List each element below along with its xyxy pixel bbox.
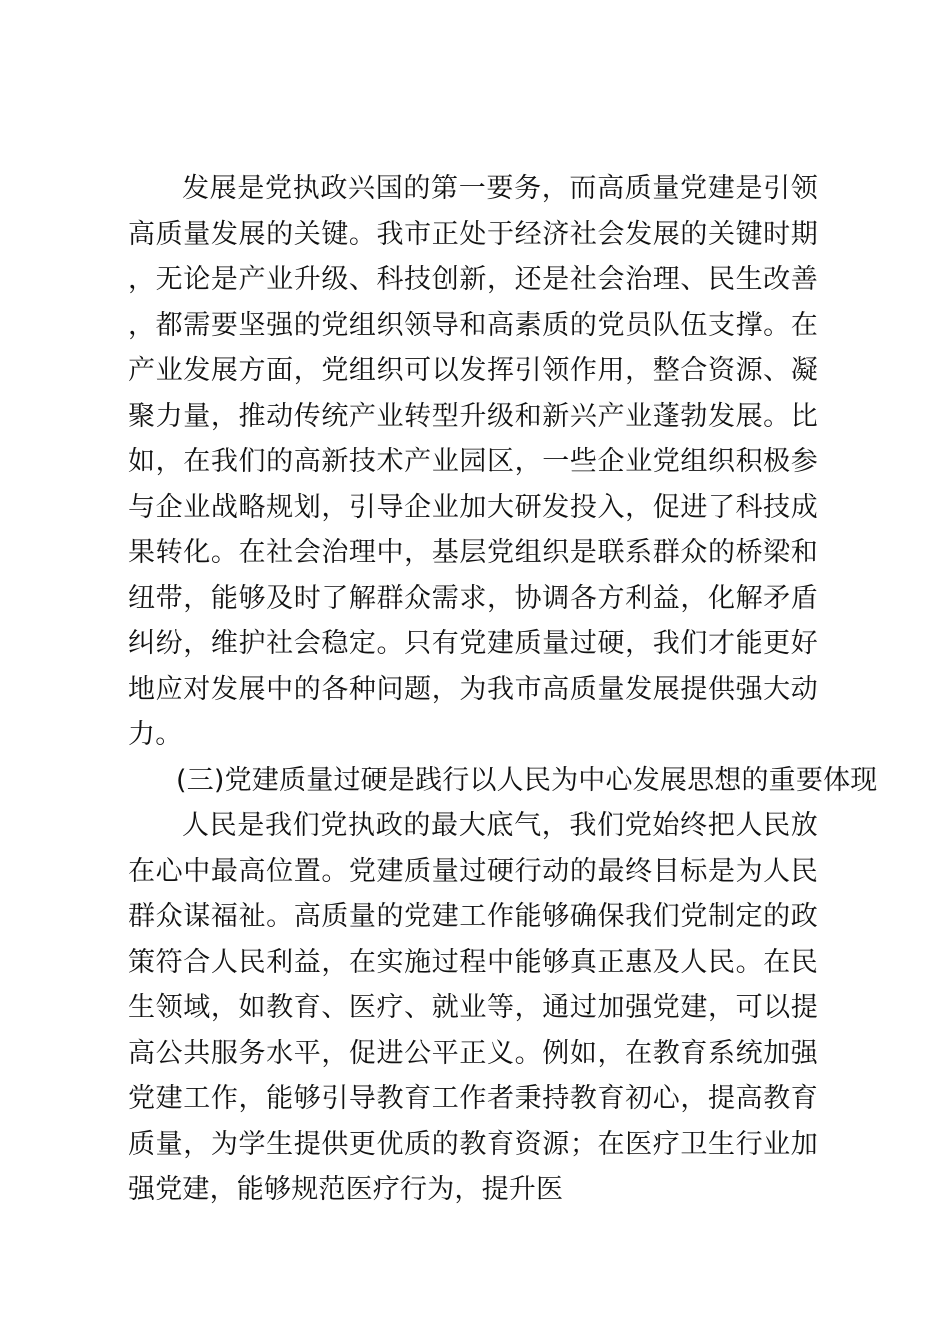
- document-body: [128, 166, 878, 1213]
- paragraph-people-centered: 人民是我们党执政的最大底气，我们党始终把人民放在心中最高位置。党建质量过硬行动的最终目标是为人民群众谋福祉。高质量的党建工作能够确保我们党制定的政策符合人民利益，在实施过程中能够真正惠及人民。在民生领域，如教育、医疗、就业等，通过加强党建，可以提高公共服务水平，促进公平正义。例如，在教育系统加强党建工作，能够引导教育工作者秉持教育初心，提高教育质量，为学生提供更优质的教育资源；在医疗卫生行业加强党建，能够规范医疗行为，提升医: [128, 810, 818, 1205]
- section-heading-three: (三)党建质量过硬是践行以人民为中心发展思想的重要体现: [176, 764, 878, 796]
- paragraph-development: 发展是党执政兴国的第一要务，而高质量党建是引领高质量发展的关键。我市正处于经济社会发展的关键时期，无论是产业升级、科技创新，还是社会治理、民生改善，都需要坚强的党组织领导和高素质的党员队伍支撑。在产业发展方面，党组织可以发挥引领作用，整合资源、凝聚力量，推动传统产业转型升级和新兴产业蓬勃发展。比如，在我们的高新技术产业园区，一些企业党组织积极参与企业战略规划，引导企业加大研发投入，促进了科技成果转化。在社会治理中，基层党组织是联系群众的桥梁和纽带，能够及时了解群众需求，协调各方利益，化解矛盾纠纷，维护社会稳定。只有党建质量过硬，我们才能更好地应对发展中的各种问题，为我市高质量发展提供强大动力。: [128, 173, 818, 750]
